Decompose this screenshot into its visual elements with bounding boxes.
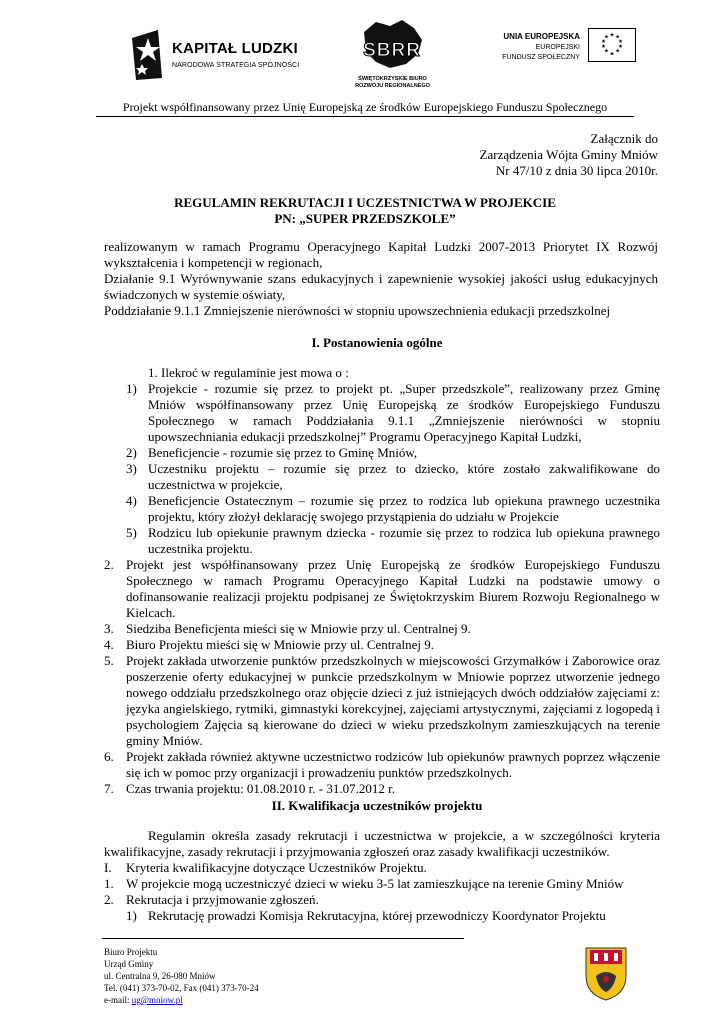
section-2-body — [104, 828, 660, 924]
svg-text:★: ★ — [601, 43, 607, 50]
provision-text: Biuro Projektu mieści się w Mniowie przy ul. Centralnej 9. — [126, 637, 434, 652]
title-line1: REGULAMIN REKRUTACJI I UCZESTNICTWA W PROJEKCIE — [174, 195, 556, 210]
footer-divider — [102, 938, 464, 939]
recruitment-item — [104, 908, 660, 924]
ue-fund-line1: EUROPEJSKI — [535, 44, 580, 51]
definition-text: Uczestniku projektu – rozumie się przez to dziecko, które zostało zakwalifikowane do uczestnictwa w projekcie, — [148, 461, 660, 492]
definition-text: Rodzicu lub opiekunie prawnym dziecka - rozumie się przez to rodzica lub opiekuna prawnego uczestnika projektu. — [148, 525, 660, 556]
svg-text:★: ★ — [603, 34, 609, 41]
criteria-number: 2. — [104, 892, 114, 907]
criteria-item — [104, 876, 660, 892]
footer-office: Biuro Projektu — [104, 947, 158, 957]
header-divider — [96, 116, 634, 117]
annex-line1: Załącznik do — [590, 131, 658, 146]
svg-text:★: ★ — [617, 39, 623, 46]
definition-number: 3) — [126, 461, 137, 476]
mniow-coat-of-arms-icon — [584, 946, 628, 1002]
sbrr-name-line1: ŚWIĘTOKRZYSKIE BIURO — [358, 76, 427, 82]
intro-program: realizowanym w ramach Programu Operacyjnego Kapitał Ludzki 2007-2013 Priorytet IX Rozwój wykształcenia i kompetencji w regionach, — [104, 239, 658, 270]
section-2-paragraph: Regulamin określa zasady rekrutacji i uczestnictwa w projekcie, a w szczególności kryteria kwalifikacyjne, zasady rekrutacji i przyjmowania zgłoszeń oraz zasady kwalifikacji uczestników. — [104, 828, 660, 859]
provision-text: Projekt zakłada również aktywne uczestnictwo rodziców lub opiekunów prawnych poprzez włączenie się ich w pomoc przy organizacji i prowadzeniu punktów przedszkolnych. — [126, 749, 660, 780]
provision-number: 6. — [104, 749, 114, 764]
intro-measure: Działanie 9.1 Wyrównywanie szans edukacyjnych i zapewnienie wysokiej jakości usług edukacyjnych świadczonych w systemie oświaty, — [104, 271, 658, 302]
definition-item — [104, 381, 660, 445]
definition-number: 4) — [126, 493, 137, 508]
sbrr-logo — [350, 18, 435, 104]
svg-text:★: ★ — [615, 34, 621, 41]
provision-number: 3. — [104, 621, 114, 636]
criteria-text: Kryteria kwalifikacyjne dotyczące Uczestników Projektu. — [126, 860, 427, 875]
definition-item — [104, 445, 660, 461]
provision-item — [104, 557, 660, 621]
provision-item — [104, 653, 660, 749]
svg-text:★: ★ — [615, 48, 621, 55]
footer-email-label: e-mail: — [104, 995, 132, 1005]
header-logos — [0, 14, 725, 92]
ue-name: UNIA EUROPEJSKA — [503, 32, 580, 41]
provision-text: Siedziba Beneficjenta mieści się w Mniowie przy ul. Centralnej 9. — [126, 621, 471, 636]
provision-number: 2. — [104, 557, 114, 572]
provision-text: Projekt zakłada utworzenie punktów przedszkolnych w miejscowości Grzymałków i Zaborowice oraz poszerzenie oferty edukacyjnej w punkcie przedszkolnym w Mniowie poprzez utworzenie jednego nowego oddziału przedszkolnego oraz objęcie dzieci z już istniejących dwóch oddziałów zajęciami z: języka angielskiego, rytmiki, gimnastyki korekcyjnej, zajęciami artystycznymi, zajęciami z logopedą i psychologiem Zajęcia są kierowane do dzieci w wieku przedszkolnym zamieszkujących na terenie gminy Mniów. — [126, 653, 660, 748]
criteria-item — [104, 892, 660, 908]
sbrr-name-line2: ROZWOJU REGIONALNEGO — [355, 83, 430, 89]
kapital-ludzki-star-icon — [128, 28, 168, 82]
provision-item — [104, 749, 660, 781]
provision-text: Czas trwania projektu: 01.08.2010 r. - 31.07.2012 r. — [126, 781, 395, 796]
provision-number: 5. — [104, 653, 114, 668]
recruitment-number: 1) — [126, 908, 137, 923]
definition-text: Beneficjencie - rozumie się przez to Gminę Mniów, — [148, 445, 418, 460]
svg-text:★: ★ — [601, 39, 607, 46]
footer-email-link[interactable]: ug@mniow.pl — [131, 995, 183, 1005]
definition-item — [104, 461, 660, 493]
svg-text:★: ★ — [609, 51, 615, 58]
definition-item — [104, 493, 660, 525]
ue-efs-logo — [496, 28, 636, 86]
definition-number: 2) — [126, 445, 137, 460]
criteria-text: Rekrutacja i przyjmowanie zgłoszeń. — [126, 892, 319, 907]
intro-submeasure: Poddziałanie 9.1.1 Zmniejszenie nierówności w stopniu upowszechnienia edukacji przedszkolnej — [104, 303, 611, 318]
definition-item — [104, 525, 660, 557]
footer-address — [104, 946, 259, 1006]
kapital-ludzki-title: KAPITAŁ LUDZKI — [172, 40, 298, 57]
sbrr-wordmark: SBRR — [363, 40, 421, 61]
definition-text: Beneficjencie Ostatecznym – rozumie się przez to rodzica lub opiekuna prawnego uczestnika projektu, który złożył deklarację swojego przystąpienia do udziału w Projekcie — [148, 493, 660, 524]
svg-text:★: ★ — [609, 32, 615, 39]
eu-flag-icon — [588, 28, 636, 62]
definition-number: 5) — [126, 525, 137, 540]
section-2-heading: II. Kwalifikacja uczestników projektu — [271, 798, 483, 813]
provision-number: 4. — [104, 637, 114, 652]
provision-number: 7. — [104, 781, 114, 796]
recruitment-text: Rekrutację prowadzi Komisja Rekrutacyjna, której przewodniczy Koordynator Projektu — [148, 908, 606, 923]
provision-text: Projekt jest współfinansowany przez Unię Europejską ze środków Europejskiego Funduszu Społecznego w ramach Programu Operacyjnego Kapitał Ludzki na podstawie umowy o dofinansowanie realizacji projektu podpisanej ze Świętokrzyskim Biurem Rozwoju Regionalnego w Kielcach. — [126, 557, 660, 620]
annex-line3: Nr 47/10 z dnia 30 lipca 2010r. — [495, 163, 658, 178]
document-title — [100, 195, 630, 227]
annex-line2: Zarządzenia Wójta Gminy Mniów — [479, 147, 658, 162]
provision-item — [104, 637, 660, 653]
svg-text:★: ★ — [617, 43, 623, 50]
footer-email-row — [104, 994, 259, 1006]
provision-item — [104, 621, 660, 637]
intro-paragraphs — [104, 239, 658, 319]
svg-text:★: ★ — [603, 48, 609, 55]
criteria-item — [104, 860, 660, 876]
project-cofinancing-line: Projekt współfinansowany przez Unię Europejską ze środków Europejskiego Funduszu Społecznego — [122, 100, 608, 114]
ue-fund-line2: FUNDUSZ SPOŁECZNY — [502, 54, 580, 61]
section-1-lead: 1. Ilekroć w regulaminie jest mowa o : — [148, 365, 349, 380]
footer-institution: Urząd Gminy — [104, 959, 154, 969]
definition-text: Projekcie - rozumie się przez to projekt pt. „Super przedszkole”, realizowany przez Gminę Mniów współfinansowany przez Unię Europejską ze środków Europejskiego Funduszu Społecznego w ramach Poddziałania 9.1.1 „Zmniejszenie nierówności w stopniu upowszechniania edukacji przedszkolnej” Programu Operacyjnego Kapitał Ludzki, — [148, 381, 660, 444]
definition-number: 1) — [126, 381, 137, 396]
section-1-heading: I. Postanowienia ogólne — [311, 335, 443, 350]
footer-phone: Tel. (041) 373-70-02, Fax (041) 373-70-24 — [104, 983, 259, 993]
criteria-text: W projekcie mogą uczestniczyć dzieci w wieku 3-5 lat zamieszkujące na terenie Gminy Mniów — [126, 876, 624, 891]
provision-item — [104, 781, 660, 797]
criteria-number: 1. — [104, 876, 114, 891]
annex-reference — [480, 131, 658, 179]
footer-street: ul. Centralna 9, 26-080 Mniów — [104, 971, 216, 981]
kapital-ludzki-subtitle: NARODOWA STRATEGIA SPÓJNOŚCI — [172, 62, 300, 69]
kapital-ludzki-logo — [128, 28, 303, 86]
title-line2: PN: „SUPER PRZEDSZKOLE” — [274, 211, 456, 226]
criteria-number: I. — [104, 860, 112, 875]
section-1-body — [104, 365, 660, 797]
